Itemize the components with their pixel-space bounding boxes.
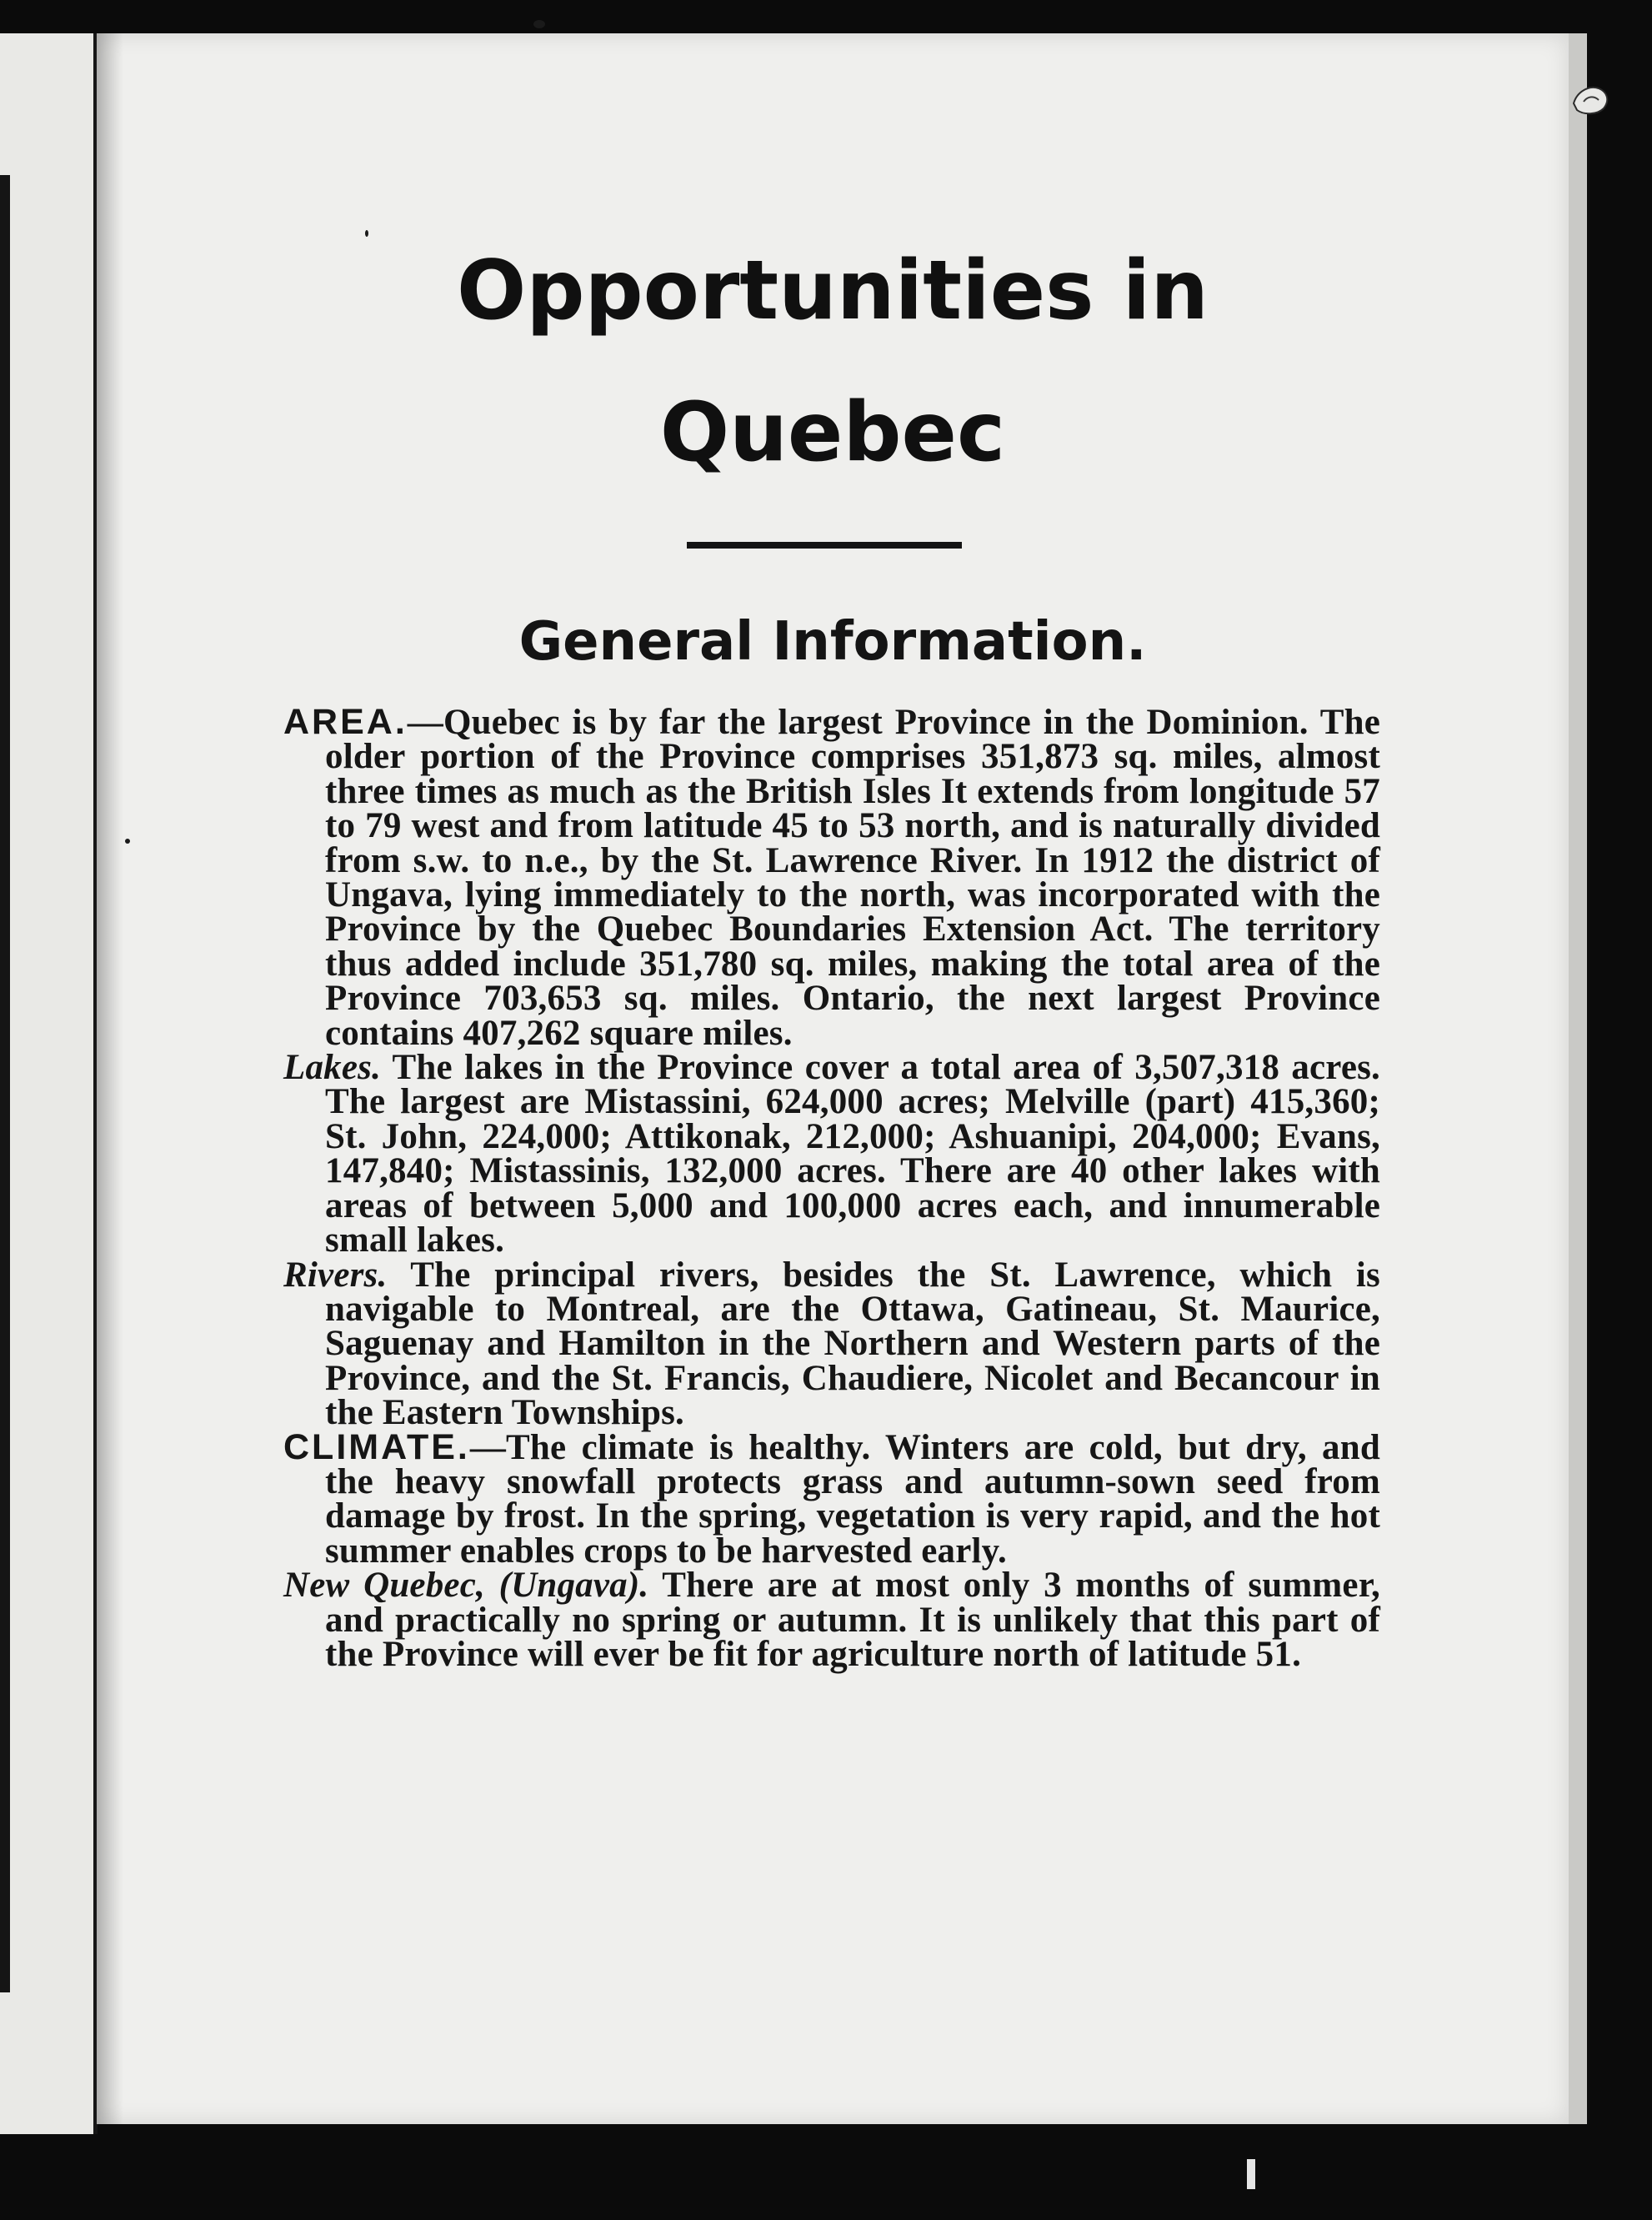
title-divider [687, 542, 962, 549]
paragraph-text: There are at most only 3 months of summer, and practically no spring or autumn. It is unlikely that this part of the Province will ever be fit for agriculture north of latitude 51. [325, 1566, 1380, 1674]
scan-speck [533, 20, 545, 28]
facing-page-border [0, 175, 10, 1992]
facing-page-edge [0, 33, 98, 2134]
paragraph-lead: New Quebec, (Ungava). [283, 1566, 649, 1606]
paragraph-lead: Rivers. [283, 1255, 388, 1295]
paragraph-lakes [283, 1048, 1380, 1260]
paragraph-lead: AREA. [283, 702, 408, 742]
paragraph-text: —Quebec is by far the largest Province in the Dominion. The older portion of the Province comprises 351,873 sq. miles, almost three times as much as the British Isles It extends from longitude 57 to 79 west and from latitude 45 to 53 north, and is naturally divided from s.w. to n.e., by the St. Lawrence River. In 1912 the district of Ungava, lying immediately to the north, was incorporated with the Province by the Quebec Boundaries Extension Act. The territory thus added include 351,780 sq. miles, making the total area of the Province 703,653 sq. miles. Ontario, the next largest Province contains 407,262 square miles. [325, 703, 1380, 1053]
article-body [283, 702, 1380, 1674]
page-curl-edge [1569, 33, 1587, 2124]
paragraph-text: The principal rivers, besides the St. Lawrence, which is navigable to Montreal, are the Ottawa, Gatineau, St. Maurice, Saguenay and Hamilton in the Northern and Western parts of the Province, and the St. Francis, Chaudiere, Nicolet and Becancour in the Eastern Townships. [325, 1255, 1380, 1433]
page-title-line-1: Opportunities in [457, 243, 1209, 338]
paragraph-new-quebec [283, 1566, 1380, 1674]
scan-speck [365, 230, 368, 237]
paragraph-lead: CLIMATE. [283, 1426, 470, 1467]
paragraph-text: —The climate is healthy. Winters are cold, but dry, and the heavy snowfall protects grass and autumn-sown seed from damage by frost. In the spring, vegetation is very rapid, and the hot summer enables crops to be harvested early. [325, 1427, 1380, 1571]
paragraph-climate [283, 1426, 1380, 1571]
scan-speck [125, 839, 130, 844]
paragraph-lead: Lakes. [283, 1048, 382, 1088]
scan-mark [1247, 2159, 1255, 2189]
paragraph-text: The lakes in the Province cover a total area of 3,507,318 acres. The largest are Mistassini, 624,000 acres; Melville (part) 415,360; St. John, 224,000; Attikonak, 212,000; Ashuanipi, 204,000; Evans, 147,840; Mistassinis, 132,000 acres. There are 40 other lakes with areas of between 5,000 and 100,000 acres each, and innumerable small lakes. [325, 1048, 1380, 1260]
paragraph-area [283, 702, 1380, 1053]
spine-shadow [97, 33, 123, 2124]
paper-tear-icon [1567, 77, 1617, 127]
section-heading: General Information. [518, 611, 1147, 673]
paragraph-rivers [283, 1255, 1380, 1433]
page-title-line-2: Quebec [659, 385, 1006, 480]
